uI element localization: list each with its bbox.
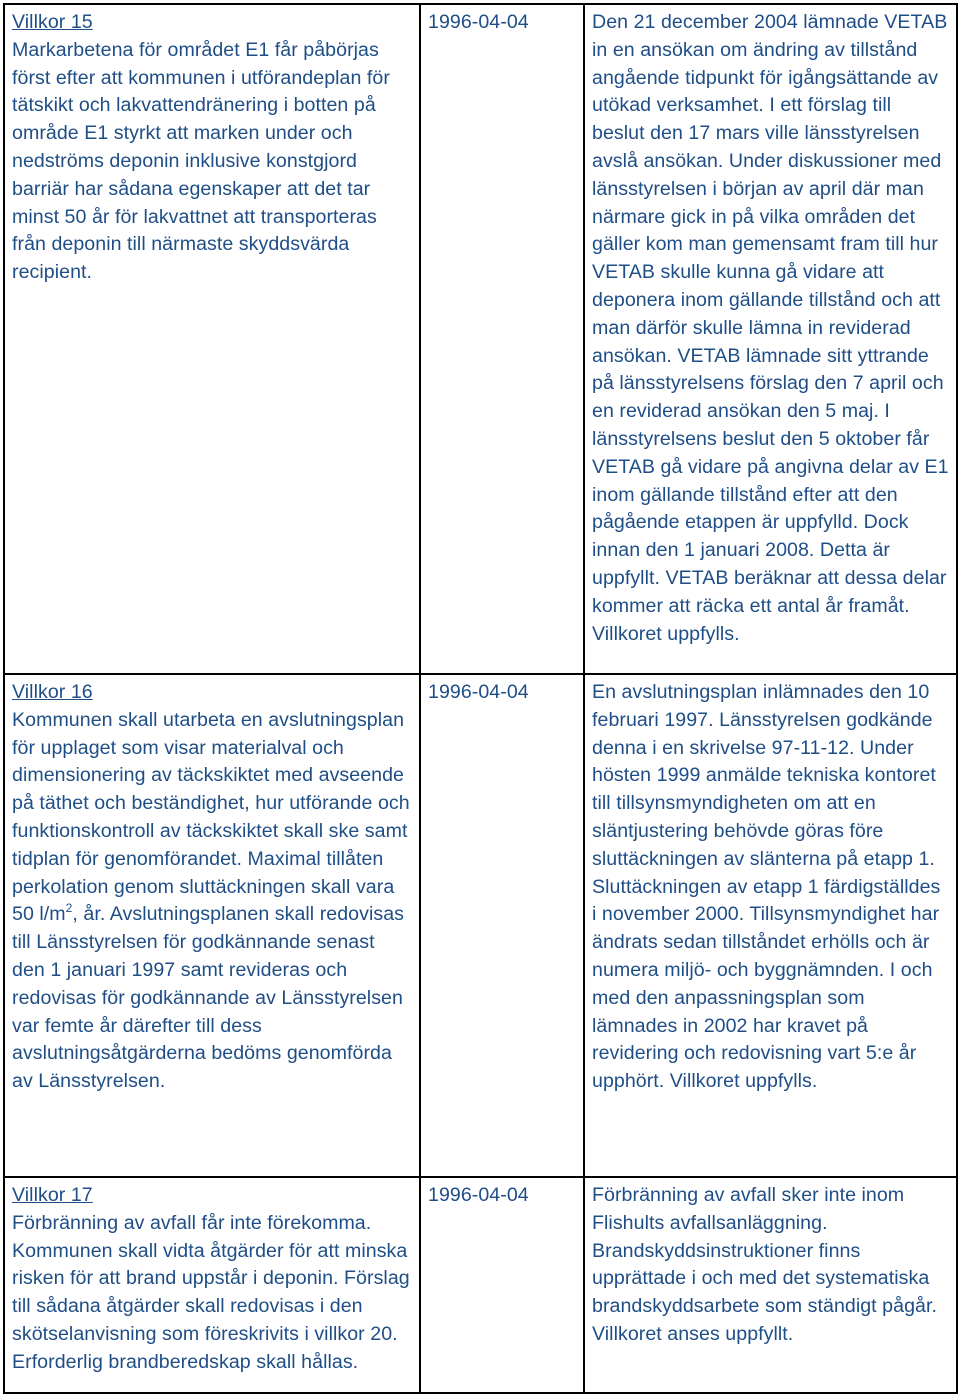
status-cell bbox=[584, 4, 957, 674]
table-row bbox=[4, 4, 957, 674]
table-row bbox=[4, 674, 957, 1177]
table-row bbox=[4, 1177, 957, 1393]
date-cell bbox=[420, 1177, 584, 1393]
date-cell bbox=[420, 4, 584, 674]
condition-status: Förbränning av avfall sker inte inom Flishults avfallsanläggning. Brandskyddsinstruktioner finns upprättade i och med det systematiska brandskyddsarbete som ständigt pågår. Villkoret anses uppfyllt. bbox=[592, 1184, 937, 1345]
condition-text-part: , år. Avslutningsplanen skall redovisas till Länsstyrelsen för godkännande senast den 1 januari 1997 samt revideras och redovisas för godkännande av Länsstyrelsen var femte år därefter till dess avslutningsåtgärderna bedöms genomförda av Länsstyrelsen. bbox=[12, 903, 405, 1093]
condition-cell bbox=[4, 1177, 420, 1393]
condition-title: Villkor 15 bbox=[12, 11, 93, 33]
date-cell bbox=[420, 674, 584, 1177]
condition-date: 1996-04-04 bbox=[428, 681, 529, 703]
conditions-table bbox=[3, 3, 958, 1394]
condition-status-paragraph: Sluttäckningen av etapp 1 färdigställdes i november 2000. Tillsynsmyndighet har ändrats sedan tillståndet erhölls och är numera miljö- och byggnämnden. I och med den anpassningsplan som lämnades in 2002 har kravet på revidering och redovisning vart 5:e år upphört. Villkoret uppfylls. bbox=[592, 875, 941, 1093]
condition-date: 1996-04-04 bbox=[428, 11, 529, 33]
condition-status: Den 21 december 2004 lämnade VETAB in en ansökan om ändring av tillstånd angående tidpunkt för igångsättande av utökad verksamhet. I ett förslag till beslut den 17 mars ville länsstyrelsen avslå ansökan. Under diskussioner med länsstyrelsen i början av april där man närmare gick in på vilka områden det gäller kom man gemensamt fram till hur VETAB skulle kunna gå vidare att deponera inom gällande tillstånd och att man därför skulle lämna in reviderad ansökan. VETAB lämnade sitt yttrande på länsstyrelsens förslag den 7 april och en reviderad ansökan den 5 maj. I länsstyrelsens beslut den 5 oktober får VETAB gå vidare på angivna delar av E1 inom gällande tillstånd efter att den pågående etappen är uppfylld. Dock innan den 1 januari 2008. Detta är uppfyllt. VETAB beräknar att dessa delar kommer att räcka ett antal år framåt. Villkoret uppfylls. bbox=[592, 11, 949, 645]
condition-cell bbox=[4, 674, 420, 1177]
condition-status-paragraph: En avslutningsplan inlämnades den 10 februari 1997. Länsstyrelsen godkände denna i en skrivelse 97-11-12. Under hösten 1999 anmälde tekniska kontoret till tillsynsmyndigheten om att en släntjustering behövde göras före sluttäckningen av slänterna på etapp 1. bbox=[592, 681, 936, 870]
condition-cell bbox=[4, 4, 420, 674]
condition-title: Villkor 16 bbox=[12, 681, 93, 703]
status-cell bbox=[584, 674, 957, 1177]
condition-title: Villkor 17 bbox=[12, 1184, 93, 1206]
status-cell bbox=[584, 1177, 957, 1393]
condition-text: Förbränning av avfall får inte förekomma. Kommunen skall vidta åtgärder för att minska risken för att brand uppstår i deponin. Förslag till sådana åtgärder skall redovisas i den skötselanvisning som föreskrivits i villkor 20. Erforderlig brandberedskap skall hållas. bbox=[12, 1211, 410, 1373]
superscript: 2 bbox=[65, 901, 73, 916]
condition-text: Markarbetena för området E1 får påbörjas först efter att kommunen i utförandeplan för tätskikt och lakvattendränering i botten på område E1 styrkt att marken under och nedströms deponin inklusive konstgjord barriär har sådana egenskaper att det tar minst 50 år för lakvattnet att transporteras från deponin till närmaste skyddsvärda recipient. bbox=[12, 38, 390, 284]
condition-date: 1996-04-04 bbox=[428, 1184, 529, 1206]
condition-text-part: Kommunen skall utarbeta en avslutningsplan för upplaget som visar materialval och dimensionering av täckskiktet med avseende på täthet och beständighet, hur utförande och funktionskontroll av täckskiktet skall ske samt tidplan för genomförandet. Maximal tillåten perkolation genom sluttäckningen skall vara 50 l/m bbox=[12, 708, 410, 926]
